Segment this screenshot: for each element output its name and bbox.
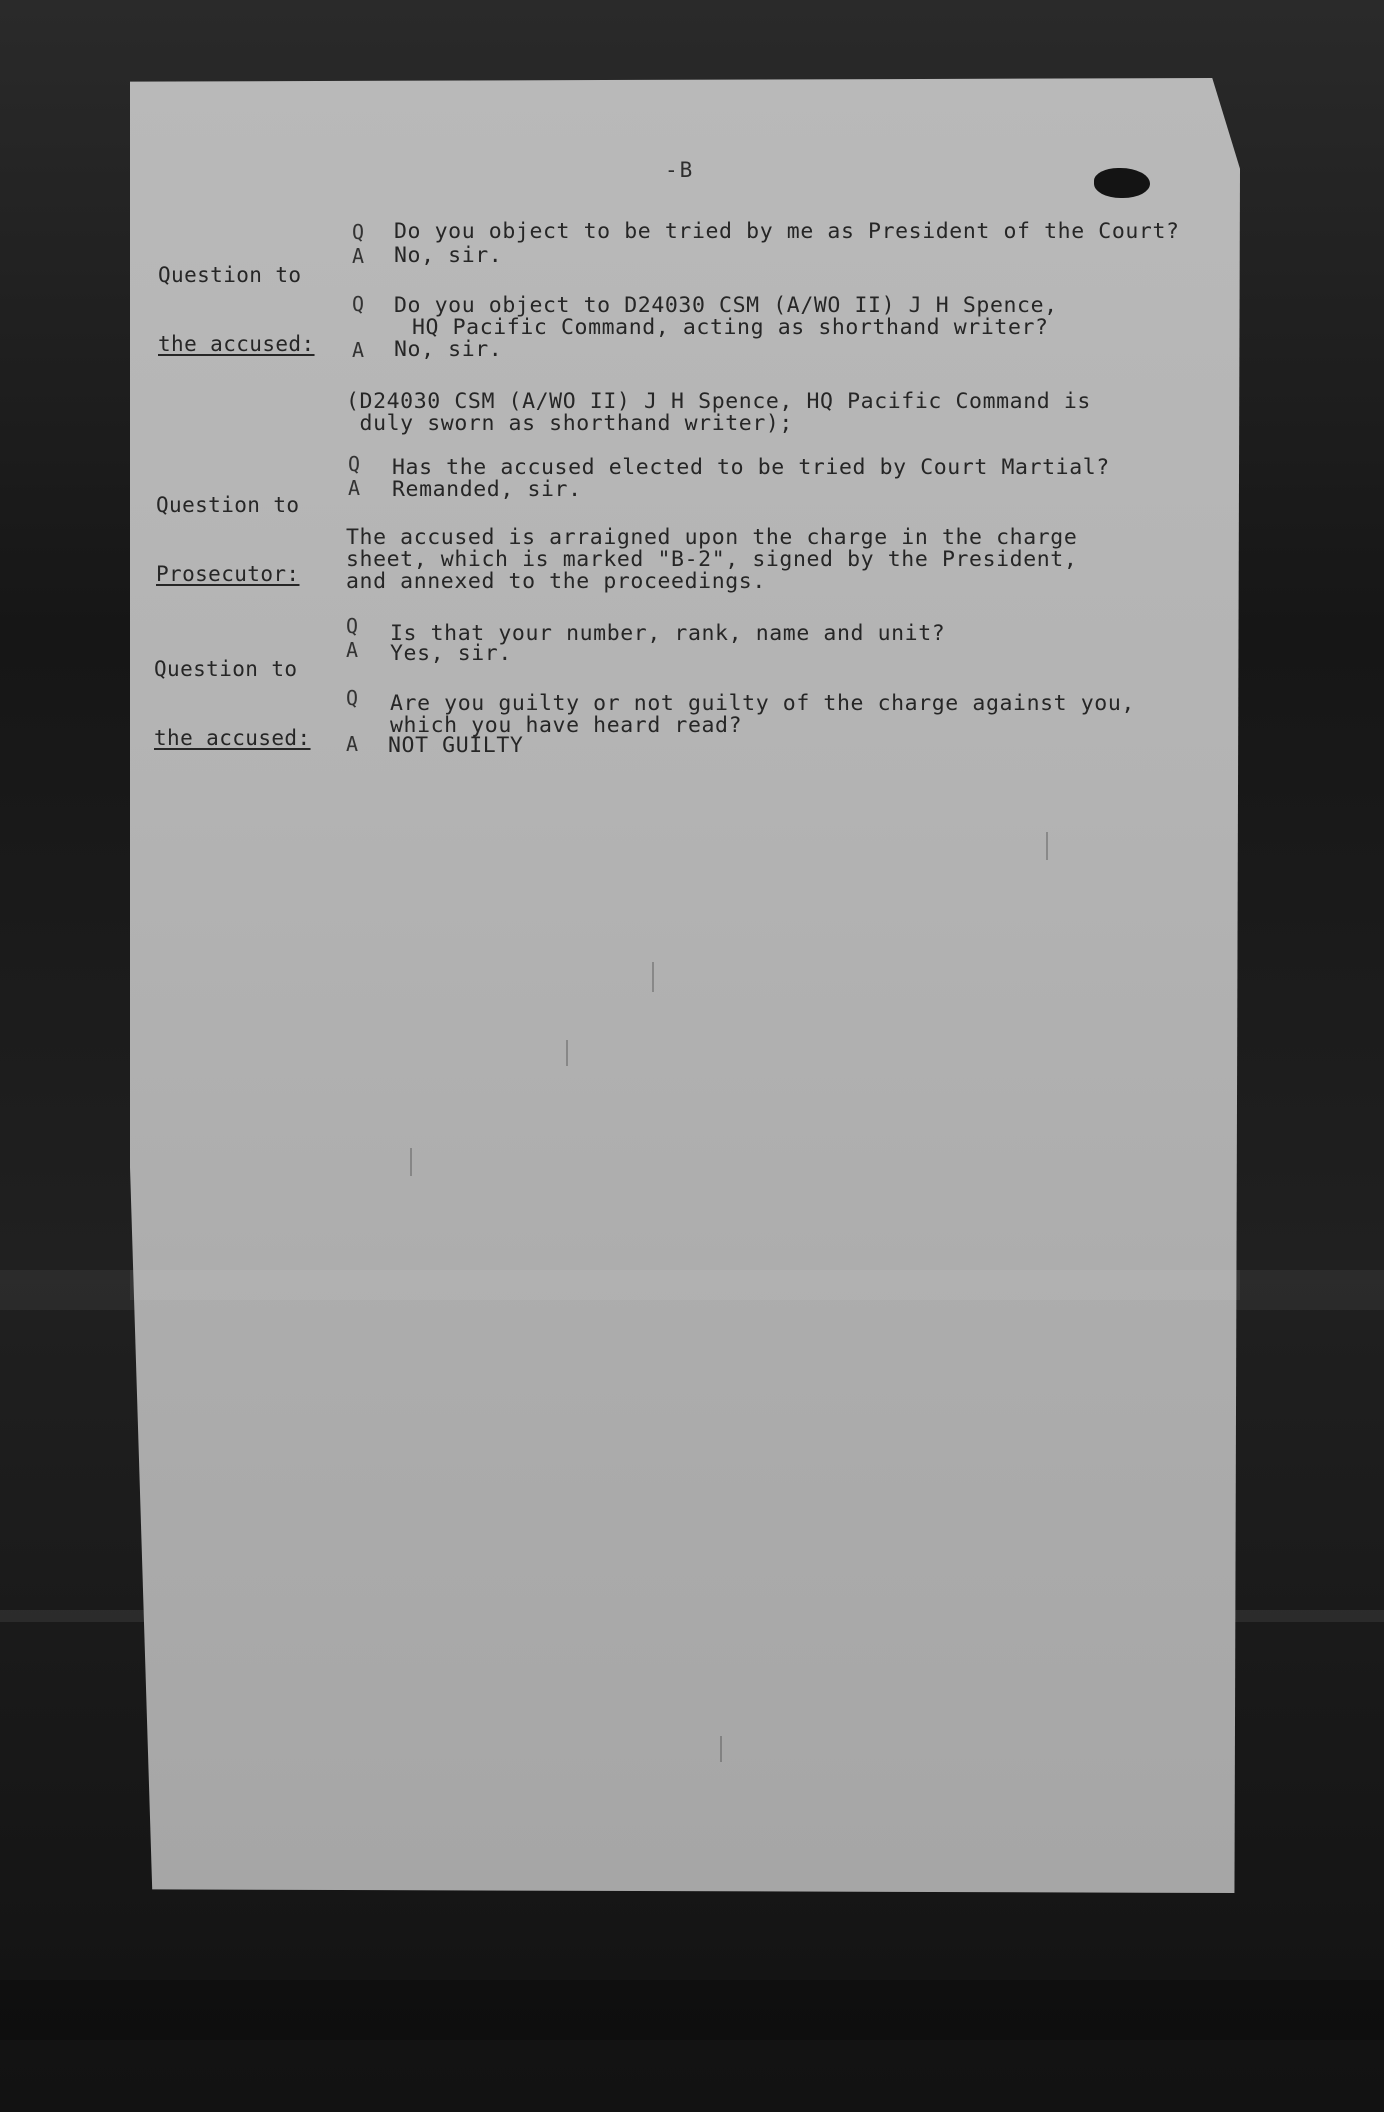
answer-marker: A	[352, 338, 365, 362]
question-marker: Q	[346, 686, 359, 710]
question-text: Do you object to be tried by me as President of the Court?	[394, 219, 1180, 244]
film-scratch	[1046, 832, 1048, 860]
answer-marker: A	[348, 476, 361, 500]
page-marker: -B	[665, 158, 695, 182]
answer-text: Remanded, sir.	[392, 477, 582, 502]
question-text: Has the accused elected to be tried by Court Martial?	[392, 455, 1110, 480]
note-text: duly sworn as shorthand writer);	[346, 411, 793, 436]
answer-text: No, sir.	[394, 243, 503, 268]
note-text: and annexed to the proceedings.	[346, 569, 766, 594]
section-label	[154, 612, 311, 773]
section-label-line2: the accused:	[154, 726, 311, 750]
film-scratch	[410, 1148, 412, 1176]
question-text: Are you guilty or not guilty of the charge against you,	[390, 691, 1135, 716]
section-label-line1: Question to	[154, 657, 298, 681]
section-label-line2: Prosecutor:	[156, 562, 300, 586]
section-label	[158, 218, 315, 379]
answer-marker: A	[346, 638, 359, 662]
question-marker: Q	[348, 452, 361, 476]
note-text: (D24030 CSM (A/WO II) J H Spence, HQ Pacific Command is	[346, 389, 1091, 414]
question-text: Do you object to D24030 CSM (A/WO II) J H Spence,	[394, 293, 1058, 318]
question-marker: Q	[352, 220, 365, 244]
question-text: HQ Pacific Command, acting as shorthand writer?	[412, 315, 1049, 340]
question-text: which you have heard read?	[390, 713, 743, 738]
section-label-line1: Question to	[156, 493, 300, 517]
section-label-line1: Question to	[158, 263, 302, 287]
note-text: The accused is arraigned upon the charge in the charge	[346, 525, 1078, 550]
answer-marker: A	[352, 244, 365, 268]
film-band	[0, 1980, 1384, 2040]
ink-blot	[1094, 168, 1150, 198]
film-scratch	[652, 962, 654, 992]
question-marker: Q	[352, 292, 365, 316]
answer-marker: A	[346, 732, 359, 756]
question-marker: Q	[346, 614, 359, 638]
answer-text: NOT GUILTY	[388, 733, 524, 758]
section-label	[156, 448, 299, 609]
answer-text: Yes, sir.	[390, 641, 512, 666]
page-shade	[130, 1270, 1240, 1300]
note-text: sheet, which is marked "B-2", signed by the President,	[346, 547, 1078, 572]
film-scratch	[566, 1040, 568, 1066]
question-text: Is that your number, rank, name and unit?	[390, 621, 946, 646]
section-label-line2: the accused:	[158, 332, 315, 356]
film-scratch	[720, 1736, 722, 1762]
answer-text: No, sir.	[394, 337, 503, 362]
